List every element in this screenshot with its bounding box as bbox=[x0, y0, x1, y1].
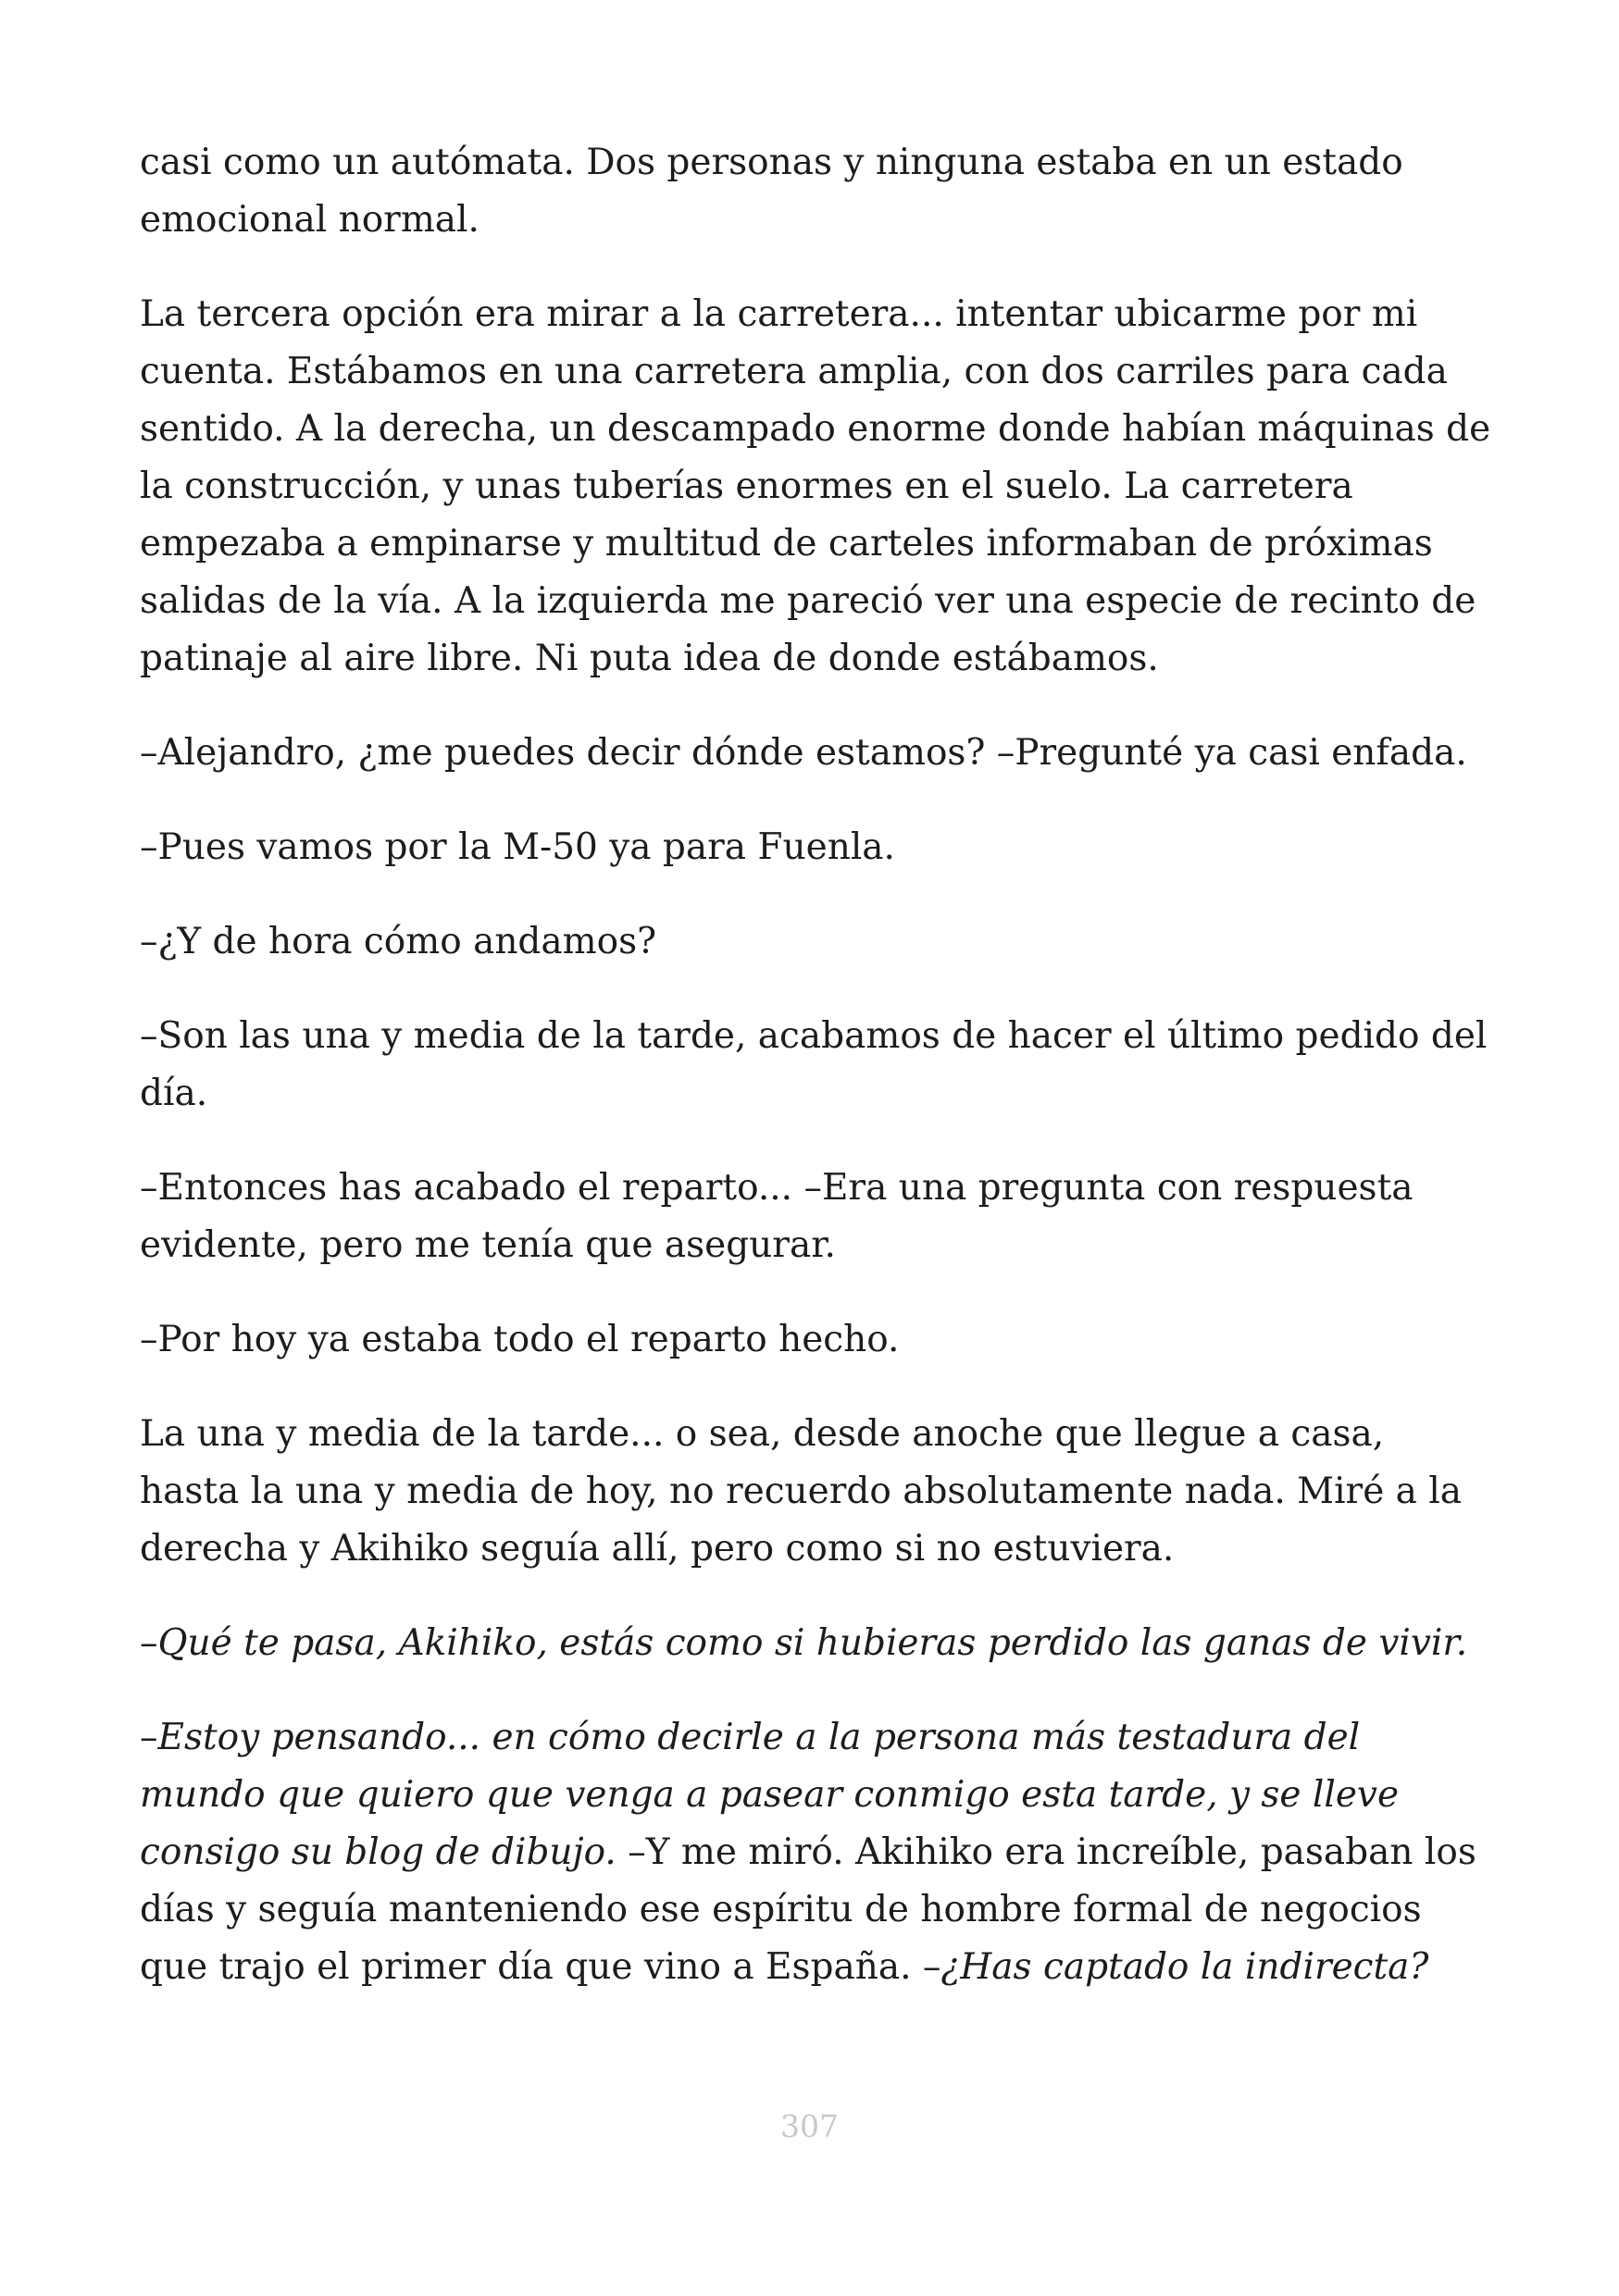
dialogue-dash: – bbox=[140, 1622, 158, 1664]
paragraph: La una y media de la tarde... o sea, desde anoche que llegue a casa, hasta la una y media de hoy, no recuerdo absolutamente nada. Miré a la derecha y Akihiko seguía allí, pero como si no estuviera. bbox=[140, 1413, 1463, 1570]
page-number: 307 bbox=[780, 2108, 839, 2144]
mixed-dialogue-line bbox=[140, 1709, 1491, 1996]
dialogue-dash: – bbox=[140, 1717, 158, 1758]
paragraph: La tercera opción era mirar a la carretera... intentar ubicarme por mi cuenta. Estábamos en una carretera amplia, con dos carriles para cada sentido. A la derecha, un descampado enorme donde habían máquinas de la construcción, y unas tuberías enormes en el suelo. La carretera empezaba a empinarse y multitud de carteles informaban de próximas salidas de la vía. A la izquierda me pareció ver una especie de recinto de patinaje al aire libre. Ni puta idea de donde estábamos. bbox=[140, 293, 1491, 679]
paragraph: casi como un autómata. Dos personas y ninguna estaba en un estado emocional normal. bbox=[140, 142, 1403, 241]
dialogue-line: –Son las una y media de la tarde, acabamos de hacer el último pedido del día. bbox=[140, 1015, 1488, 1114]
dialogue-line: –Entonces has acabado el reparto... –Era una pregunta con respuesta evidente, pero me tenía que asegurar. bbox=[140, 1167, 1414, 1266]
italic-speech: Qué te pasa, Akihiko, estás como si hubieras perdido las ganas de vivir. bbox=[157, 1622, 1468, 1664]
dialogue-line: –Alejandro, ¿me puedes decir dónde estamos? –Pregunté ya casi enfada. bbox=[140, 732, 1467, 774]
italic-dialogue-line bbox=[140, 1615, 1491, 1672]
dialogue-line: –Pues vamos por la M-50 ya para Fuenla. bbox=[140, 826, 895, 868]
dialogue-line: –¿Y de hora cómo andamos? bbox=[140, 921, 657, 962]
italic-speech: ¿Has captado la indirecta? bbox=[940, 1946, 1429, 1988]
narration: –Y me miró. Akihiko era increíble, pasaban los días y seguía manteniendo ese espíritu de hombre formal de negocios que trajo el primer día que vino a España. – bbox=[140, 1831, 1476, 1988]
italic-speech: Estoy pensando... en cómo decirle a la persona más testadura del mundo que quiero que venga a pasear conmigo esta tarde, y se lleve consigo su blog de dibujo. bbox=[140, 1717, 1400, 1873]
dialogue-line: –Por hoy ya estaba todo el reparto hecho. bbox=[140, 1319, 900, 1360]
body-text bbox=[140, 134, 1491, 2033]
